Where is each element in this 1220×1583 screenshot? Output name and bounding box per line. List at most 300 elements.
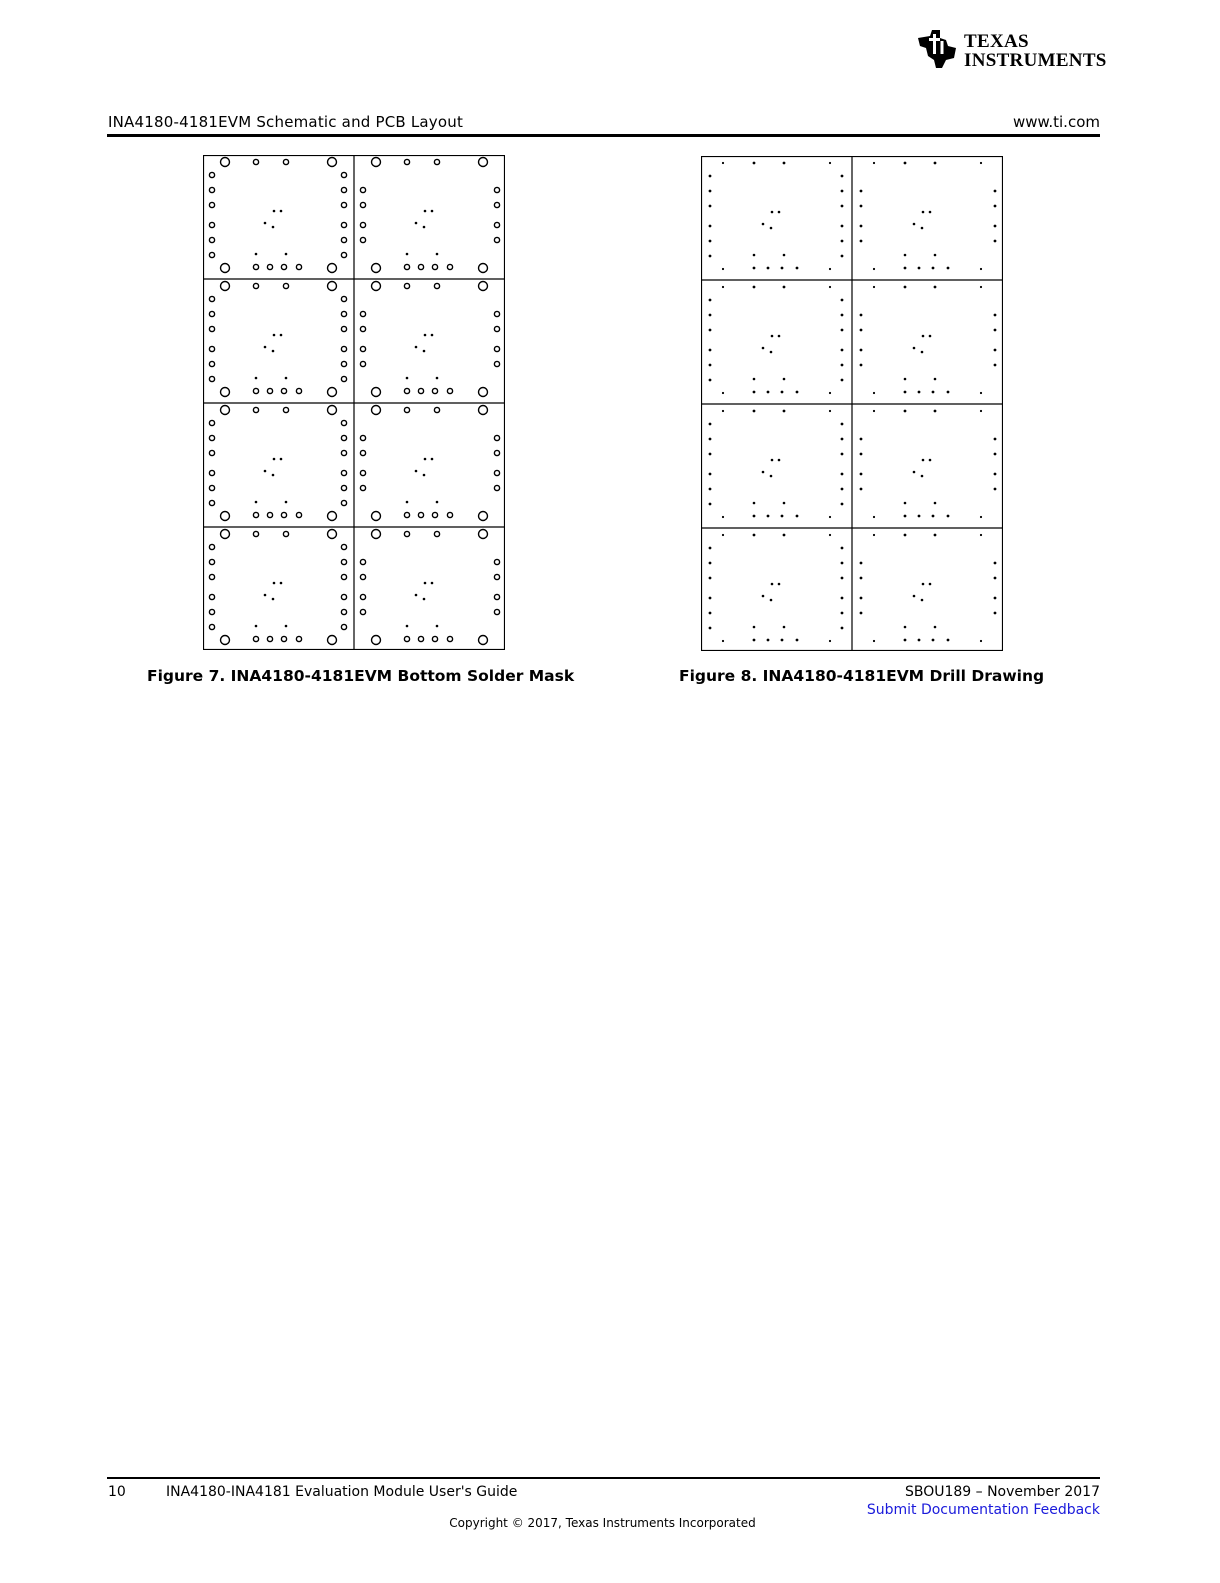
pad-hole xyxy=(841,299,844,302)
pad-hole xyxy=(860,364,863,367)
pad-hole xyxy=(434,159,439,164)
pad-hole xyxy=(722,268,724,270)
pad-hole xyxy=(372,158,381,167)
pad-hole xyxy=(994,364,997,367)
header-rule xyxy=(107,134,1100,137)
pad-hole xyxy=(860,453,863,456)
pad-hole xyxy=(283,159,288,164)
pad-hole xyxy=(404,283,409,288)
pad-hole xyxy=(494,326,499,331)
pad-hole xyxy=(932,391,935,394)
pad-hole xyxy=(255,625,258,628)
pad-hole xyxy=(841,627,844,630)
pad-hole xyxy=(221,530,230,539)
pad-hole xyxy=(994,240,997,243)
pad-hole xyxy=(360,202,365,207)
feedback-link[interactable]: Submit Documentation Feedback xyxy=(866,1502,1100,1518)
pad-hole xyxy=(209,237,214,242)
pad-hole xyxy=(280,210,283,213)
pad-hole xyxy=(494,202,499,207)
pad-hole xyxy=(209,609,214,614)
pad-hole xyxy=(841,240,844,243)
pad-hole xyxy=(918,639,921,642)
pad-hole xyxy=(209,172,214,177)
pad-hole xyxy=(921,351,924,354)
pad-hole xyxy=(841,612,844,615)
pad-hole xyxy=(860,473,863,476)
ti-logo-icon xyxy=(916,26,960,70)
pad-hole xyxy=(781,267,784,270)
pad-hole xyxy=(709,473,712,476)
pad-hole xyxy=(767,267,770,270)
pad-hole xyxy=(860,225,863,228)
pad-hole xyxy=(709,364,712,367)
pad-hole xyxy=(281,388,286,393)
pad-hole xyxy=(994,453,997,456)
pad-hole xyxy=(904,162,907,165)
pad-hole xyxy=(753,286,756,289)
pad-hole xyxy=(722,516,724,518)
pad-hole xyxy=(447,264,452,269)
pad-hole xyxy=(447,388,452,393)
pad-hole xyxy=(494,187,499,192)
pad-hole xyxy=(913,223,916,226)
pad-hole xyxy=(929,211,932,214)
pad-hole xyxy=(372,406,381,415)
pad-hole xyxy=(770,351,773,354)
pad-hole xyxy=(980,516,982,518)
pad-hole xyxy=(753,639,756,642)
pad-hole xyxy=(404,264,409,269)
pad-hole xyxy=(209,202,214,207)
pad-hole xyxy=(767,391,770,394)
pad-hole xyxy=(221,636,230,645)
pad-hole xyxy=(285,253,288,256)
pad-hole xyxy=(841,364,844,367)
pad-hole xyxy=(994,314,997,317)
pad-hole xyxy=(494,435,499,440)
pad-hole xyxy=(434,531,439,536)
pad-hole xyxy=(341,500,346,505)
pad-hole xyxy=(209,420,214,425)
pad-hole xyxy=(994,205,997,208)
pad-hole xyxy=(934,286,937,289)
pad-hole xyxy=(929,583,932,586)
pad-hole xyxy=(860,329,863,332)
pad-hole xyxy=(280,458,283,461)
pad-hole xyxy=(841,597,844,600)
pad-hole xyxy=(432,636,437,641)
pad-hole xyxy=(829,516,831,518)
pad-hole xyxy=(934,254,937,257)
pad-hole xyxy=(709,503,712,506)
pad-hole xyxy=(372,264,381,273)
pad-hole xyxy=(709,453,712,456)
website-link[interactable]: www.ti.com xyxy=(1012,113,1100,131)
pad-hole xyxy=(209,624,214,629)
pad-hole xyxy=(796,515,799,518)
pad-hole xyxy=(404,159,409,164)
pad-hole xyxy=(934,378,937,381)
pad-hole xyxy=(762,471,765,474)
pad-hole xyxy=(709,349,712,352)
pad-hole xyxy=(494,311,499,316)
pad-hole xyxy=(328,264,337,273)
pad-hole xyxy=(341,202,346,207)
pad-hole xyxy=(479,530,488,539)
pad-hole xyxy=(341,544,346,549)
pad-hole xyxy=(283,531,288,536)
pad-hole xyxy=(479,388,488,397)
pad-hole xyxy=(253,512,258,517)
pad-hole xyxy=(253,388,258,393)
pad-hole xyxy=(280,582,283,585)
pad-hole xyxy=(494,450,499,455)
pad-hole xyxy=(341,296,346,301)
pad-hole xyxy=(253,531,258,536)
pad-hole xyxy=(829,286,831,288)
pad-hole xyxy=(873,410,875,412)
pad-hole xyxy=(709,299,712,302)
pad-hole xyxy=(841,349,844,352)
copyright-notice: Copyright © 2017, Texas Instruments Incorporated xyxy=(449,1516,756,1530)
pad-hole xyxy=(913,471,916,474)
pad-hole xyxy=(841,379,844,382)
pad-hole xyxy=(360,361,365,366)
pad-hole xyxy=(341,237,346,242)
pad-hole xyxy=(771,335,774,338)
pad-hole xyxy=(722,410,724,412)
logo-text-line1: TEXAS xyxy=(964,31,1029,52)
pad-hole xyxy=(709,612,712,615)
page-number: 10 xyxy=(108,1484,126,1500)
pad-hole xyxy=(341,376,346,381)
pad-hole xyxy=(753,378,756,381)
pad-hole xyxy=(709,562,712,565)
pad-hole xyxy=(860,577,863,580)
pad-hole xyxy=(494,485,499,490)
pad-hole xyxy=(418,264,423,269)
pad-hole xyxy=(722,286,724,288)
figure-8-caption: Figure 8. INA4180-4181EVM Drill Drawing xyxy=(679,667,1045,685)
pad-hole xyxy=(722,534,724,536)
pad-hole xyxy=(860,240,863,243)
pad-hole xyxy=(771,459,774,462)
pad-hole xyxy=(904,626,907,629)
pad-hole xyxy=(423,598,426,601)
pad-hole xyxy=(829,268,831,270)
pad-hole xyxy=(709,205,712,208)
pad-hole xyxy=(762,223,765,226)
pad-hole xyxy=(753,410,756,413)
pad-hole xyxy=(272,226,275,229)
pad-hole xyxy=(209,594,214,599)
pad-hole xyxy=(341,311,346,316)
pad-hole xyxy=(980,534,982,536)
pad-hole xyxy=(424,458,427,461)
pad-hole xyxy=(829,410,831,412)
pad-hole xyxy=(921,475,924,478)
pad-hole xyxy=(841,488,844,491)
pad-hole xyxy=(360,470,365,475)
pad-hole xyxy=(841,562,844,565)
pad-hole xyxy=(994,225,997,228)
pad-hole xyxy=(432,512,437,517)
pad-hole xyxy=(328,158,337,167)
pad-hole xyxy=(994,438,997,441)
document-id: SBOU189 – November 2017 xyxy=(904,1484,1100,1500)
pad-hole xyxy=(762,347,765,350)
pad-hole xyxy=(431,458,434,461)
pad-hole xyxy=(904,286,907,289)
pad-hole xyxy=(272,474,275,477)
pad-hole xyxy=(273,210,276,213)
pad-hole xyxy=(918,515,921,518)
pad-hole xyxy=(360,485,365,490)
pad-hole xyxy=(767,515,770,518)
pad-hole xyxy=(415,222,418,225)
pad-hole xyxy=(904,254,907,257)
pad-hole xyxy=(341,594,346,599)
pad-hole xyxy=(209,485,214,490)
pad-hole xyxy=(360,311,365,316)
pad-hole xyxy=(479,512,488,521)
pad-hole xyxy=(934,502,937,505)
pad-hole xyxy=(781,515,784,518)
pad-hole xyxy=(415,594,418,597)
pad-hole xyxy=(796,639,799,642)
pad-hole xyxy=(783,410,786,413)
pad-hole xyxy=(209,470,214,475)
pad-hole xyxy=(424,582,427,585)
pad-hole xyxy=(406,253,409,256)
pad-hole xyxy=(341,435,346,440)
pad-hole xyxy=(255,377,258,380)
pad-hole xyxy=(434,283,439,288)
pad-hole xyxy=(860,314,863,317)
drill-drawing xyxy=(701,156,1003,651)
pad-hole xyxy=(932,639,935,642)
pad-hole xyxy=(494,559,499,564)
pad-hole xyxy=(494,361,499,366)
pad-hole xyxy=(360,594,365,599)
pad-hole xyxy=(947,639,950,642)
pad-hole xyxy=(360,609,365,614)
pad-hole xyxy=(404,636,409,641)
pad-hole xyxy=(904,410,907,413)
pad-hole xyxy=(406,625,409,628)
pad-hole xyxy=(753,534,756,537)
pad-hole xyxy=(255,253,258,256)
pad-hole xyxy=(753,162,756,165)
pad-hole xyxy=(753,254,756,257)
pad-hole xyxy=(494,609,499,614)
pad-hole xyxy=(221,388,230,397)
pad-hole xyxy=(709,379,712,382)
pad-hole xyxy=(296,264,301,269)
pad-hole xyxy=(285,625,288,628)
pad-hole xyxy=(341,485,346,490)
pad-hole xyxy=(209,296,214,301)
pad-hole xyxy=(994,488,997,491)
pad-hole xyxy=(918,267,921,270)
bottom-solder-mask-drawing xyxy=(203,155,505,650)
pad-hole xyxy=(283,407,288,412)
pad-hole xyxy=(709,423,712,426)
pad-hole xyxy=(841,314,844,317)
pad-hole xyxy=(904,534,907,537)
pad-hole xyxy=(424,210,427,213)
pad-hole xyxy=(709,255,712,258)
pad-hole xyxy=(771,211,774,214)
pad-hole xyxy=(796,267,799,270)
logo-text-line2: INSTRUMENTS xyxy=(964,50,1107,71)
pad-hole xyxy=(904,267,907,270)
ti-logo xyxy=(916,26,1107,71)
pad-hole xyxy=(709,329,712,332)
figure-7-caption: Figure 7. INA4180-4181EVM Bottom Solder Mask xyxy=(147,667,575,685)
pad-hole xyxy=(372,636,381,645)
pad-hole xyxy=(267,636,272,641)
pad-hole xyxy=(341,222,346,227)
pad-hole xyxy=(722,640,724,642)
pad-hole xyxy=(253,283,258,288)
pad-hole xyxy=(272,598,275,601)
pad-hole xyxy=(447,512,452,517)
pad-hole xyxy=(904,391,907,394)
pad-hole xyxy=(904,639,907,642)
pad-hole xyxy=(829,162,831,164)
pad-hole xyxy=(709,597,712,600)
pad-hole xyxy=(918,391,921,394)
pad-hole xyxy=(770,599,773,602)
pad-hole xyxy=(781,391,784,394)
pad-hole xyxy=(404,531,409,536)
pad-hole xyxy=(873,516,875,518)
pad-hole xyxy=(753,626,756,629)
pad-hole xyxy=(753,502,756,505)
pad-hole xyxy=(418,512,423,517)
pad-hole xyxy=(709,438,712,441)
pad-hole xyxy=(209,252,214,257)
pad-hole xyxy=(841,547,844,550)
pad-hole xyxy=(921,227,924,230)
pad-hole xyxy=(947,515,950,518)
pad-hole xyxy=(404,512,409,517)
pad-hole xyxy=(841,329,844,332)
pad-hole xyxy=(753,267,756,270)
pad-hole xyxy=(873,534,875,536)
pad-hole xyxy=(994,597,997,600)
pad-hole xyxy=(929,335,932,338)
pad-hole xyxy=(360,574,365,579)
pad-hole xyxy=(860,612,863,615)
pad-hole xyxy=(341,470,346,475)
pad-hole xyxy=(209,574,214,579)
pad-hole xyxy=(841,503,844,506)
pad-hole xyxy=(494,594,499,599)
pad-hole xyxy=(709,240,712,243)
pad-hole xyxy=(360,450,365,455)
pad-hole xyxy=(285,377,288,380)
pad-hole xyxy=(328,388,337,397)
pad-hole xyxy=(267,264,272,269)
pad-hole xyxy=(328,282,337,291)
pad-hole xyxy=(841,423,844,426)
pad-hole xyxy=(341,172,346,177)
pad-hole xyxy=(221,264,230,273)
footer-rule xyxy=(107,1477,1100,1479)
pad-hole xyxy=(431,582,434,585)
pad-hole xyxy=(994,577,997,580)
pad-hole xyxy=(360,435,365,440)
pad-hole xyxy=(273,458,276,461)
pad-hole xyxy=(479,406,488,415)
pad-hole xyxy=(341,187,346,192)
pad-hole xyxy=(922,335,925,338)
pad-hole xyxy=(360,559,365,564)
pad-hole xyxy=(873,162,875,164)
pad-hole xyxy=(328,406,337,415)
pad-hole xyxy=(283,283,288,288)
pad-hole xyxy=(341,609,346,614)
pad-hole xyxy=(922,583,925,586)
pad-hole xyxy=(209,544,214,549)
pad-hole xyxy=(280,334,283,337)
pad-hole xyxy=(341,574,346,579)
pad-hole xyxy=(934,410,937,413)
pad-hole xyxy=(209,326,214,331)
pad-hole xyxy=(296,636,301,641)
pad-hole xyxy=(209,500,214,505)
pad-hole xyxy=(432,388,437,393)
pad-hole xyxy=(418,636,423,641)
pad-hole xyxy=(360,222,365,227)
pad-hole xyxy=(873,268,875,270)
document-title: INA4180-INA4181 Evaluation Module User's Guide xyxy=(166,1484,518,1500)
pad-hole xyxy=(372,530,381,539)
pad-hole xyxy=(873,640,875,642)
pad-hole xyxy=(281,512,286,517)
pad-hole xyxy=(281,264,286,269)
pad-hole xyxy=(873,392,875,394)
pad-hole xyxy=(829,640,831,642)
pad-hole xyxy=(209,450,214,455)
pad-hole xyxy=(980,640,982,642)
pad-hole xyxy=(360,187,365,192)
pad-hole xyxy=(264,222,267,225)
pad-hole xyxy=(722,392,724,394)
pad-hole xyxy=(709,190,712,193)
pad-hole xyxy=(221,158,230,167)
pad-hole xyxy=(783,626,786,629)
pad-hole xyxy=(494,346,499,351)
pad-hole xyxy=(436,253,439,256)
pad-hole xyxy=(994,329,997,332)
pad-hole xyxy=(372,388,381,397)
pad-hole xyxy=(221,512,230,521)
pad-hole xyxy=(253,636,258,641)
pad-hole xyxy=(328,512,337,521)
pad-hole xyxy=(860,438,863,441)
pad-hole xyxy=(494,470,499,475)
pad-hole xyxy=(372,512,381,521)
pad-hole xyxy=(360,237,365,242)
pad-hole xyxy=(947,267,950,270)
pad-hole xyxy=(436,377,439,380)
pad-hole xyxy=(932,267,935,270)
pad-hole xyxy=(423,350,426,353)
